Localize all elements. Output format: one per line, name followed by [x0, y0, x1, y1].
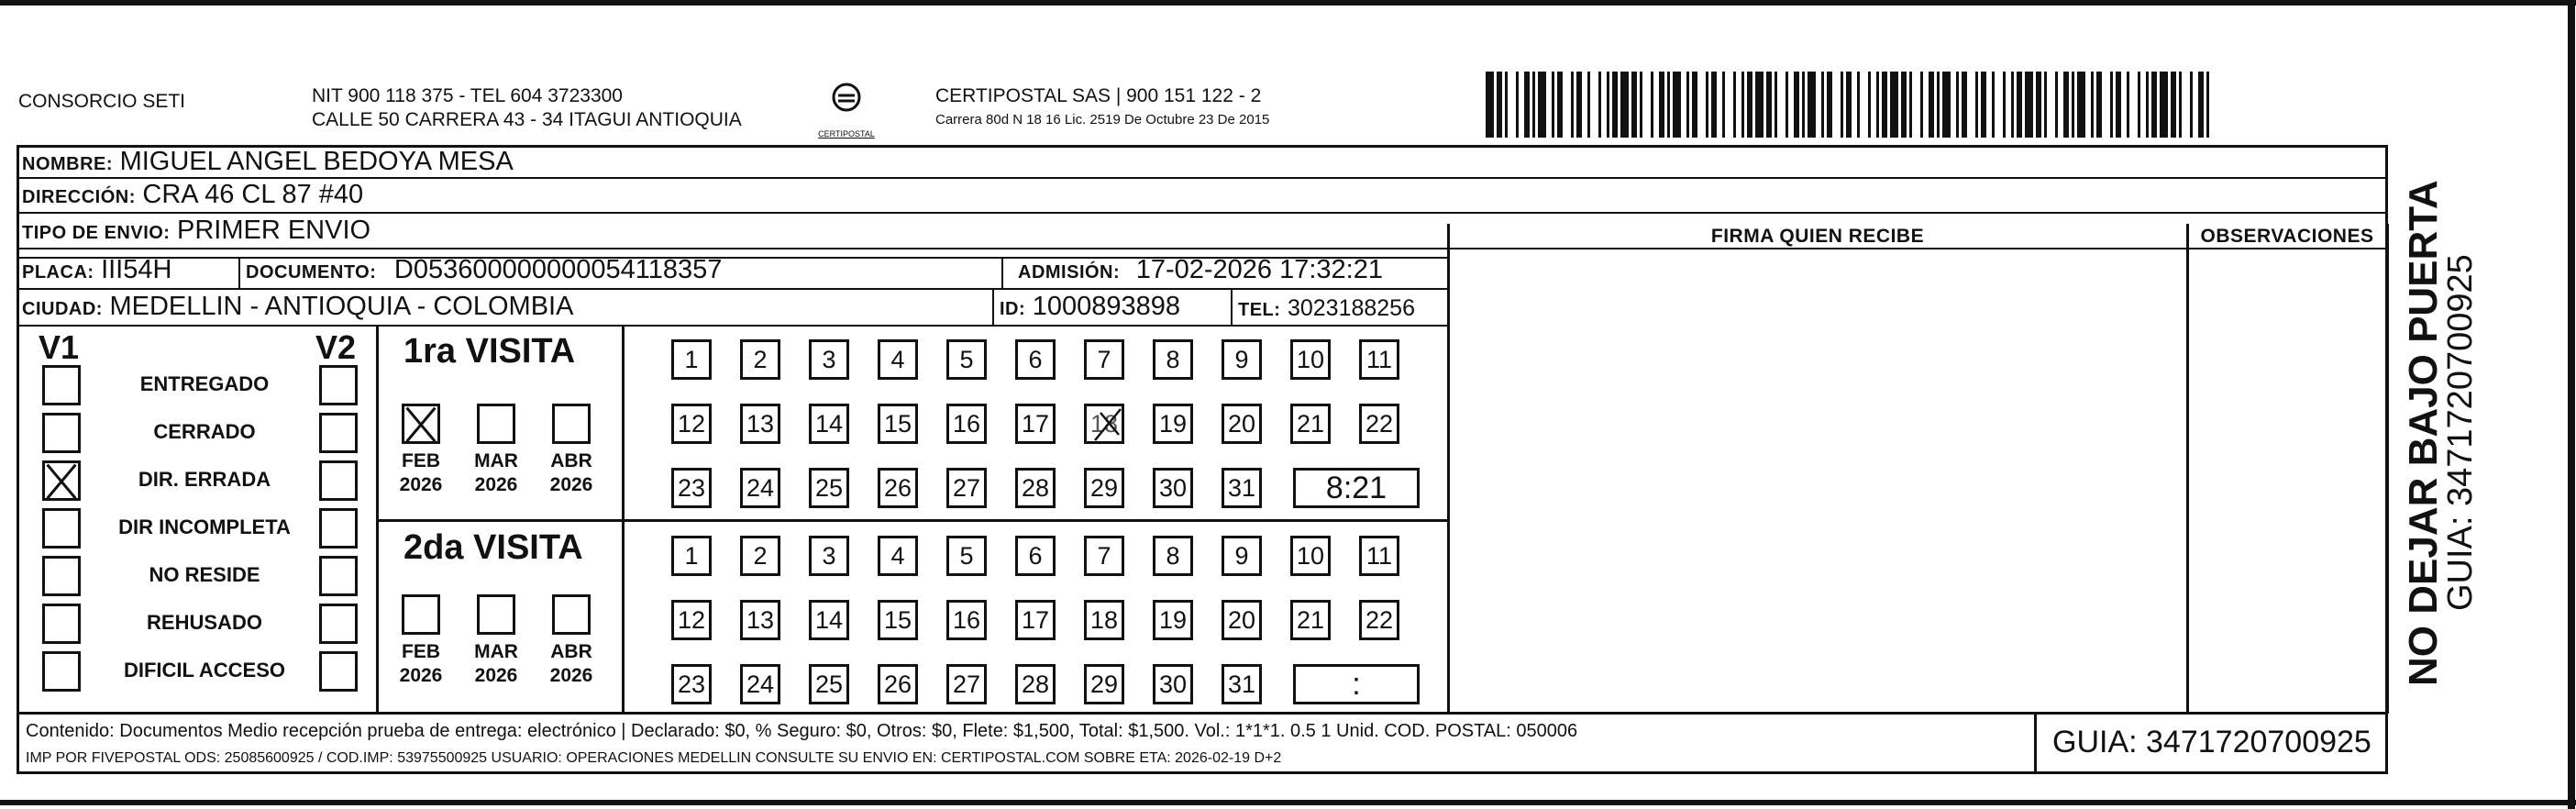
v1-checkbox[interactable] [42, 508, 81, 549]
tipo-label: TIPO DE ENVIO: [22, 223, 171, 243]
day-31-box[interactable]: 31 [1222, 664, 1262, 704]
certipostal-line1: CERTIPOSTAL SAS | 900 151 122 - 2 [935, 85, 1262, 106]
day-27-box[interactable]: 27 [946, 468, 987, 508]
day-20-box[interactable]: 20 [1222, 600, 1262, 640]
day-25-box[interactable]: 25 [809, 468, 849, 508]
footer-line1: Contenido: Documentos Medio recepción prueba de entrega: electrónico | Declarado: $0, % Seguro: $0, Otros: $0, Flete: $1,500, Total: $1,500. Vol.: 1*1*1. 0.5 1 Unid. COD. POSTAL: 050006 [26, 721, 1578, 741]
day-23-box[interactable]: 23 [671, 468, 712, 508]
day-20-box[interactable]: 20 [1222, 404, 1262, 444]
day-7-box[interactable]: 7 [1084, 339, 1124, 380]
tel-value: 3023188256 [1287, 295, 1415, 321]
day-17-box[interactable]: 17 [1015, 600, 1056, 640]
day-22-box[interactable]: 22 [1359, 404, 1399, 444]
v2-checkbox[interactable] [319, 556, 358, 596]
tipo-value: PRIMER ENVIO [176, 216, 371, 245]
day-16-box[interactable]: 16 [946, 600, 987, 640]
id-field [1000, 292, 1180, 322]
certipostal-line2: Carrera 80d N 18 16 Lic. 2519 De Octubre 23 De 2015 [935, 112, 1270, 127]
day-5-box[interactable]: 5 [946, 536, 987, 576]
day-14-box[interactable]: 14 [809, 404, 849, 444]
day-18-handwritten-mark [1088, 404, 1128, 444]
status-label: DIR. ERRADA [138, 468, 271, 491]
day-19-box[interactable]: 19 [1153, 600, 1193, 640]
documento-field [246, 255, 722, 285]
v1-checkbox[interactable] [42, 365, 81, 405]
id-value: 1000893898 [1032, 292, 1180, 321]
month-year: 2026 [399, 474, 443, 496]
col-divider-tel [1231, 288, 1233, 325]
day-13-box[interactable]: 13 [740, 600, 780, 640]
ciudad-field [22, 292, 573, 322]
day-22-box[interactable]: 22 [1359, 600, 1399, 640]
day-21-box[interactable]: 21 [1290, 600, 1331, 640]
bottom-border [0, 800, 2576, 805]
ciudad-label: CIUDAD: [22, 299, 103, 319]
month-year: 2026 [474, 665, 518, 687]
company-name: CONSORCIO SETI [18, 91, 186, 112]
day-4-box[interactable]: 4 [878, 339, 918, 380]
col-divider-side [2386, 224, 2389, 714]
day-25-box[interactable]: 25 [809, 664, 849, 704]
day-17-box[interactable]: 17 [1015, 404, 1056, 444]
top-border [0, 0, 2576, 6]
day-18-box[interactable]: 18 [1084, 600, 1124, 640]
day-11-box[interactable]: 11 [1359, 536, 1399, 576]
day-26-box[interactable]: 26 [878, 468, 918, 508]
day-8-box[interactable]: 8 [1153, 536, 1193, 576]
v1-checkbox[interactable] [42, 556, 81, 596]
v2-checkbox[interactable] [319, 365, 358, 405]
admision-label: ADMISIÓN: [1018, 262, 1121, 283]
day-10-box[interactable]: 10 [1290, 536, 1331, 576]
day-24-box[interactable]: 24 [740, 468, 780, 508]
row-divider [17, 212, 2388, 214]
day-30-box[interactable]: 30 [1153, 468, 1193, 508]
observaciones-header: OBSERVACIONES [2200, 226, 2374, 247]
day-26-box[interactable]: 26 [878, 664, 918, 704]
placa-label: PLACA: [22, 262, 94, 283]
day-7-box[interactable]: 7 [1084, 536, 1124, 576]
day-29-box[interactable]: 29 [1084, 468, 1124, 508]
col-divider-placa [238, 257, 240, 290]
month-label [464, 640, 528, 689]
barcode [1486, 72, 2212, 138]
day-6-box[interactable]: 6 [1015, 339, 1056, 380]
month-name: FEB [402, 450, 440, 471]
ciudad-value: MEDELLIN - ANTIOQUIA - COLOMBIA [109, 292, 574, 321]
month-checkbox[interactable] [402, 404, 440, 444]
day-9-box[interactable]: 9 [1222, 339, 1262, 380]
nombre-row [22, 147, 514, 177]
admision-field [1018, 255, 1383, 285]
month-label [389, 640, 453, 689]
direccion-label: DIRECCIÓN: [22, 187, 136, 207]
second-visit-title: 2da VISITA [404, 528, 583, 567]
status-label: DIR INCOMPLETA [118, 515, 291, 538]
day-8-box[interactable]: 8 [1153, 339, 1193, 380]
tipo-row [22, 216, 370, 246]
placa-value: III54H [101, 255, 172, 284]
month-label [464, 449, 528, 498]
day-19-box[interactable]: 19 [1153, 404, 1193, 444]
month-checkbox[interactable] [552, 594, 591, 635]
day-10-box[interactable]: 10 [1290, 339, 1331, 380]
status-label: NO RESIDE [149, 563, 260, 586]
day-29-box[interactable]: 29 [1084, 664, 1124, 704]
day-18-box[interactable]: 18 [1084, 404, 1124, 444]
day-5-box[interactable]: 5 [946, 339, 987, 380]
day-14-box[interactable]: 14 [809, 600, 849, 640]
month-name: MAR [474, 641, 518, 662]
row-divider [17, 288, 1447, 290]
v2-checkbox[interactable] [319, 508, 358, 549]
month-label [539, 449, 603, 498]
day-28-box[interactable]: 28 [1015, 468, 1056, 508]
v2-label: V2 [315, 328, 357, 366]
month-name: ABR [550, 641, 592, 662]
visit-time-box[interactable]: : [1293, 664, 1420, 704]
side-warning: NO DEJAR BAJO PUERTA [2401, 180, 2446, 686]
col-divider-firma [1447, 224, 1450, 714]
admision-value: 17-02-2026 17:32:21 [1135, 255, 1383, 284]
certipostal-logo [814, 81, 879, 139]
month-checkbox[interactable] [402, 594, 440, 635]
day-24-box[interactable]: 24 [740, 664, 780, 704]
col-divider-months [622, 325, 625, 712]
tel-field [1238, 294, 1415, 322]
month-label [389, 449, 453, 498]
nombre-label: NOMBRE: [22, 154, 114, 174]
tel-label: TEL: [1238, 300, 1281, 320]
footer-divider [17, 712, 2388, 715]
id-label: ID: [1000, 299, 1026, 319]
day-16-box[interactable]: 16 [946, 404, 987, 444]
day-15-box[interactable]: 15 [878, 600, 918, 640]
documento-value: D053600000000054118357 [393, 255, 723, 284]
v2-checkbox[interactable] [319, 413, 358, 453]
col-divider-admision [1001, 257, 1003, 290]
right-border [2568, 0, 2575, 809]
col-divider-id [992, 288, 994, 325]
day-28-box[interactable]: 28 [1015, 664, 1056, 704]
col-divider-obs [2186, 224, 2189, 714]
status-label: CERRADO [153, 420, 256, 443]
day-27-box[interactable]: 27 [946, 664, 987, 704]
day-31-box[interactable]: 31 [1222, 468, 1262, 508]
day-1-box[interactable]: 1 [671, 536, 712, 576]
day-2-box[interactable]: 2 [740, 536, 780, 576]
visit-divider [376, 519, 1447, 522]
day-1-box[interactable]: 1 [671, 339, 712, 380]
documento-label: DOCUMENTO: [246, 262, 377, 283]
col-divider-status [376, 325, 379, 712]
day-13-box[interactable]: 13 [740, 404, 780, 444]
month-year: 2026 [474, 474, 518, 496]
month-year: 2026 [399, 665, 443, 687]
month-year: 2026 [549, 665, 593, 687]
guia-box-divider [2034, 714, 2037, 772]
v2-checkbox[interactable] [319, 460, 358, 501]
day-2-box[interactable]: 2 [740, 339, 780, 380]
row-divider [17, 177, 2388, 179]
logo-caption: CERTIPOSTAL [818, 129, 875, 139]
day-15-box[interactable]: 15 [878, 404, 918, 444]
nit-line: NIT 900 118 375 - TEL 604 3723300 [312, 85, 623, 106]
address-line: CALLE 50 CARRERA 43 - 34 ITAGUI ANTIOQUIA [312, 109, 742, 130]
v1-checkbox[interactable] [42, 651, 81, 692]
row-divider [17, 248, 2388, 249]
footer-line2: IMP POR FIVEPOSTAL ODS: 25085600925 / COD.IMP: 53975500925 USUARIO: OPERACIONES MEDELLIN CONSULTE SU ENVIO EN: CERTIPOSTAL.COM SOBRE ETA: 2026-02-19 D+2 [26, 750, 1282, 766]
status-label: REHUSADO [147, 611, 262, 634]
footer-guia: GUIA: 3471720700925 [2052, 725, 2371, 759]
day-9-box[interactable]: 9 [1222, 536, 1262, 576]
row-divider [17, 325, 1447, 327]
nombre-value: MIGUEL ANGEL BEDOYA MESA [119, 147, 514, 176]
status-label: DIFICIL ACCESO [123, 659, 285, 682]
day-4-box[interactable]: 4 [878, 536, 918, 576]
month-checkbox[interactable] [477, 404, 515, 444]
day-30-box[interactable]: 30 [1153, 664, 1193, 704]
day-6-box[interactable]: 6 [1015, 536, 1056, 576]
v2-checkbox[interactable] [319, 651, 358, 692]
visit-time-box[interactable]: 8:21 [1293, 468, 1420, 508]
month-checkbox[interactable] [477, 594, 515, 635]
month-year: 2026 [549, 474, 593, 496]
day-3-box[interactable]: 3 [809, 536, 849, 576]
month-name: ABR [550, 450, 592, 471]
day-23-box[interactable]: 23 [671, 664, 712, 704]
first-visit-title: 1ra VISITA [404, 332, 576, 371]
side-guia: GUIA: 3471720700925 [2441, 254, 2480, 611]
day-11-box[interactable]: 11 [1359, 339, 1399, 380]
month-label [539, 640, 603, 689]
firma-header: FIRMA QUIEN RECIBE [1710, 226, 1925, 247]
placa-field [22, 255, 171, 285]
status-label: ENTREGADO [139, 372, 270, 395]
day-21-box[interactable]: 21 [1290, 404, 1331, 444]
day-12-box[interactable]: 12 [671, 600, 712, 640]
day-3-box[interactable]: 3 [809, 339, 849, 380]
month-name: FEB [402, 641, 440, 662]
v1-label: V1 [39, 328, 80, 366]
day-12-box[interactable]: 12 [671, 404, 712, 444]
direccion-row [22, 180, 363, 210]
direccion-value: CRA 46 CL 87 #40 [142, 180, 364, 209]
v1-checkbox[interactable] [42, 460, 81, 501]
month-name: MAR [474, 450, 518, 471]
v1-checkbox[interactable] [42, 413, 81, 453]
v2-checkbox[interactable] [319, 604, 358, 644]
v1-checkbox[interactable] [42, 604, 81, 644]
month-checkbox[interactable] [552, 404, 591, 444]
